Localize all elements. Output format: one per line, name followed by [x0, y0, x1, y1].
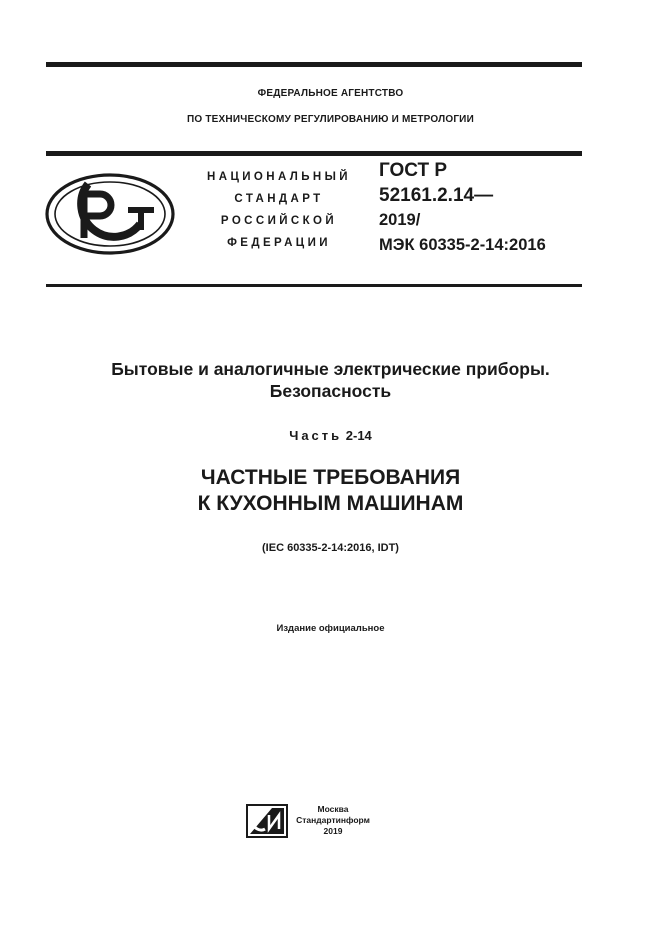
top-rule — [46, 62, 582, 67]
national-standard-line-2: СТАНДАРТ — [234, 193, 324, 205]
national-standard-line-4: ФЕДЕРАЦИИ — [227, 237, 331, 249]
national-standard-line-3: РОССИЙСКОЙ — [220, 215, 338, 227]
national-standard-line-1: НАЦИОНАЛЬНЫЙ — [207, 171, 351, 183]
gost-designation — [379, 158, 546, 258]
publisher-city: Москва — [317, 804, 349, 814]
part-value: 2-14 — [345, 428, 372, 443]
document-subtitle — [0, 465, 661, 517]
part-word: Часть — [289, 428, 343, 443]
iec-reference: (IEC 60335-2-14:2016, IDT) — [262, 542, 399, 554]
edition-note: Издание официальное — [276, 623, 385, 634]
agency-line-1: ФЕДЕРАЛЬНОЕ АГЕНТСТВО — [257, 88, 404, 99]
standartinform-logo-icon — [246, 804, 288, 838]
document-title-line-2: Безопасность — [269, 381, 392, 401]
part-number — [0, 428, 661, 443]
national-standard-block — [184, 166, 374, 254]
agency-line-2: ПО ТЕХНИЧЕСКОМУ РЕГУЛИРОВАНИЮ И МЕТРОЛОГИИ — [187, 114, 474, 125]
middle-rule — [46, 151, 582, 156]
lower-rule — [46, 284, 582, 287]
gost-line-2: 52161.2.14— — [379, 185, 494, 206]
document-subtitle-line-2: К КУХОННЫМ МАШИНАМ — [197, 492, 464, 515]
publisher-name: Стандартинформ — [296, 815, 370, 825]
rst-conformity-mark-icon — [44, 172, 176, 256]
publisher-year: 2019 — [323, 826, 343, 836]
document-title-line-1: Бытовые и аналогичные электрические приборы. — [111, 359, 550, 379]
gost-line-3: 2019/ — [379, 211, 421, 229]
publisher-block — [296, 804, 370, 837]
document-subtitle-line-1: ЧАСТНЫЕ ТРЕБОВАНИЯ — [200, 466, 461, 489]
document-title — [0, 358, 661, 402]
gost-line-4: МЭК 60335-2-14:2016 — [379, 236, 546, 254]
gost-line-1: ГОСТ Р — [379, 160, 448, 181]
